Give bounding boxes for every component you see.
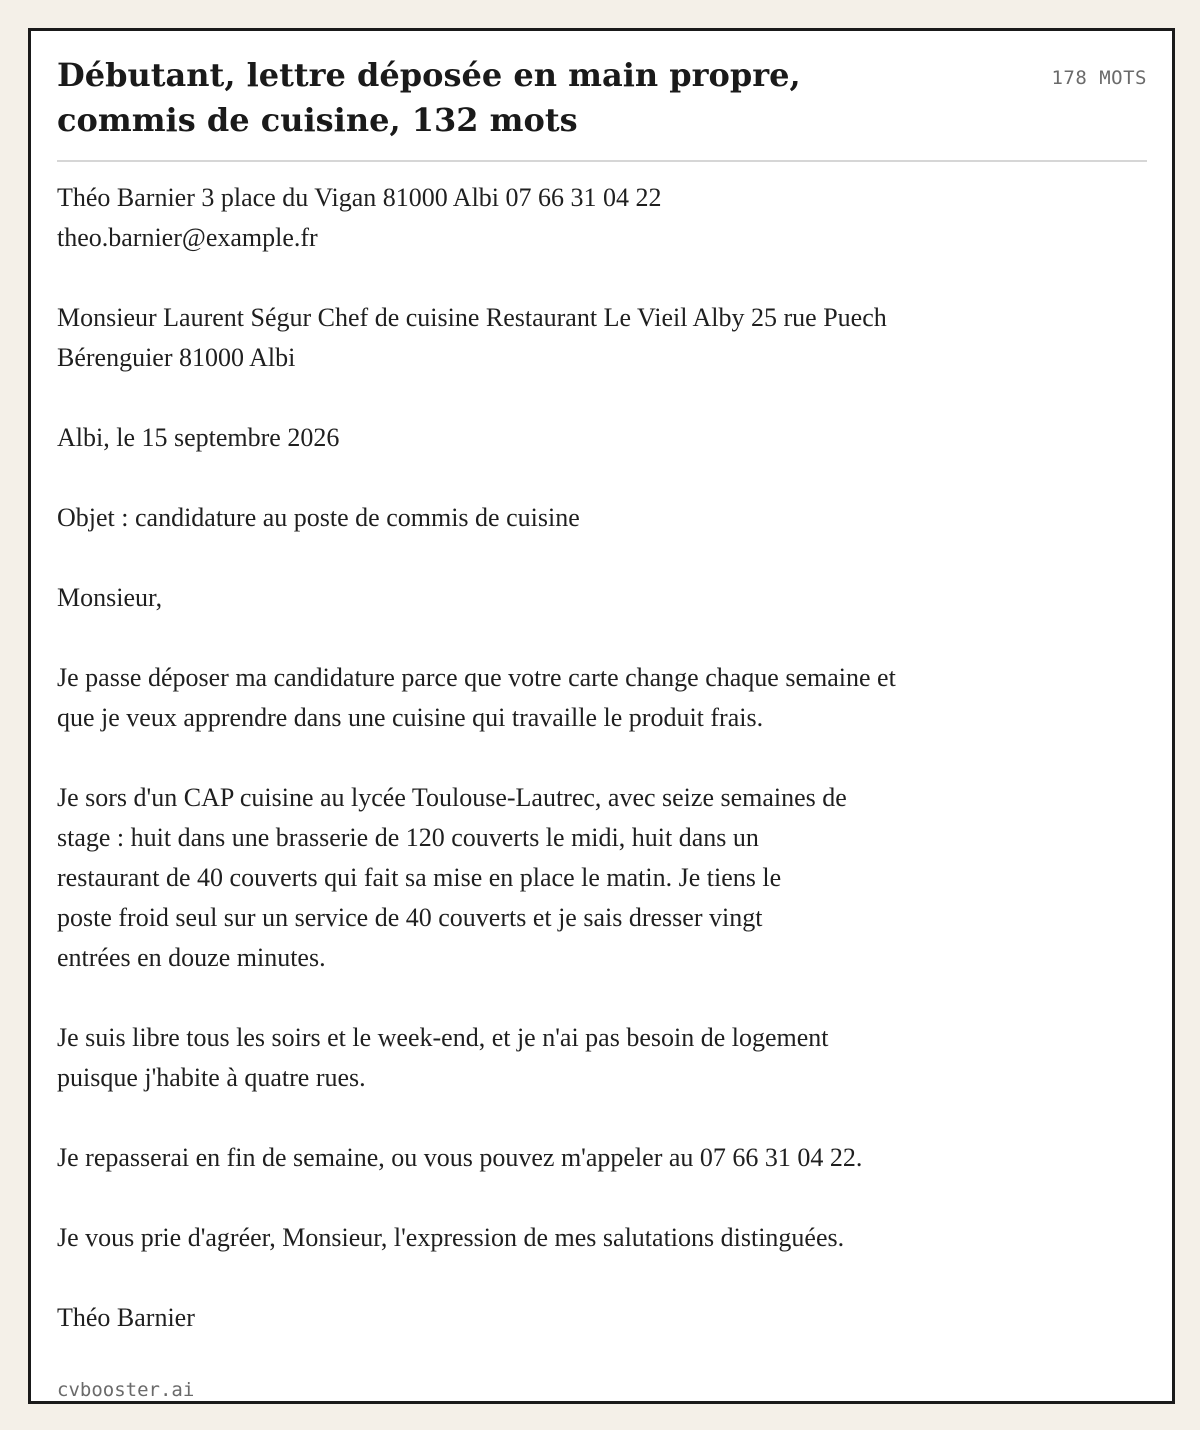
letter-body	[57, 178, 1057, 1378]
paragraph-line: Je passe déposer ma candidature parce que votre carte change chaque semaine et	[57, 663, 896, 692]
recipient-line: Monsieur Laurent Ségur Chef de cuisine Restaurant Le Vieil Alby 25 rue Puech	[57, 303, 887, 332]
recipient-block	[57, 298, 1057, 378]
letter-salutation: Monsieur,	[57, 583, 163, 612]
letter-card	[28, 28, 1175, 1404]
sender-line: Théo Barnier 3 place du Vigan 81000 Albi 07 66 31 04 22	[57, 183, 662, 212]
letter-closing: Je vous prie d'agréer, Monsieur, l'expression de mes salutations distinguées.	[57, 1223, 845, 1252]
page-title	[57, 53, 897, 143]
paragraph-motivation	[57, 658, 1057, 738]
paragraph-line: poste froid seul sur un service de 40 couverts et je sais dresser vingt	[57, 903, 763, 932]
paragraph-experience	[57, 778, 1057, 978]
paragraph-line: puisque j'habite à quatre rues.	[57, 1063, 366, 1092]
letter-header	[57, 53, 1147, 161]
paragraph-line: Je suis libre tous les soirs et le week-end, et je n'ai pas besoin de logement	[57, 1023, 829, 1052]
letter-signature: Théo Barnier	[57, 1303, 195, 1332]
paragraph-line: Je sors d'un CAP cuisine au lycée Toulouse-Lautrec, avec seize semaines de	[57, 783, 847, 812]
title-line: commis de cuisine, 132 mots	[57, 101, 578, 139]
paragraph-line: entrées en douze minutes.	[57, 943, 326, 972]
paragraph-line: que je veux apprendre dans une cuisine qui travaille le produit frais.	[57, 703, 764, 732]
letter-date: Albi, le 15 septembre 2026	[57, 423, 340, 452]
footer-brand: cvbooster.ai	[57, 1379, 195, 1401]
paragraph-line: stage : huit dans une brasserie de 120 couverts le midi, huit dans un	[57, 823, 759, 852]
paragraph-availability	[57, 1018, 1057, 1098]
paragraph-line: restaurant de 40 couverts qui fait sa mise en place le matin. Je tiens le	[57, 863, 782, 892]
sender-line: theo.barnier@example.fr	[57, 223, 318, 252]
sender-block	[57, 178, 1057, 258]
paragraph-followup: Je repasserai en fin de semaine, ou vous pouvez m'appeler au 07 66 31 04 22.	[57, 1143, 863, 1172]
divider	[57, 160, 1147, 162]
recipient-line: Bérenguier 81000 Albi	[57, 343, 296, 372]
letter-subject: Objet : candidature au poste de commis de cuisine	[57, 503, 580, 532]
title-line: Débutant, lettre déposée en main propre,	[57, 56, 801, 94]
word-count-badge: 178 MOTS	[1051, 67, 1147, 89]
